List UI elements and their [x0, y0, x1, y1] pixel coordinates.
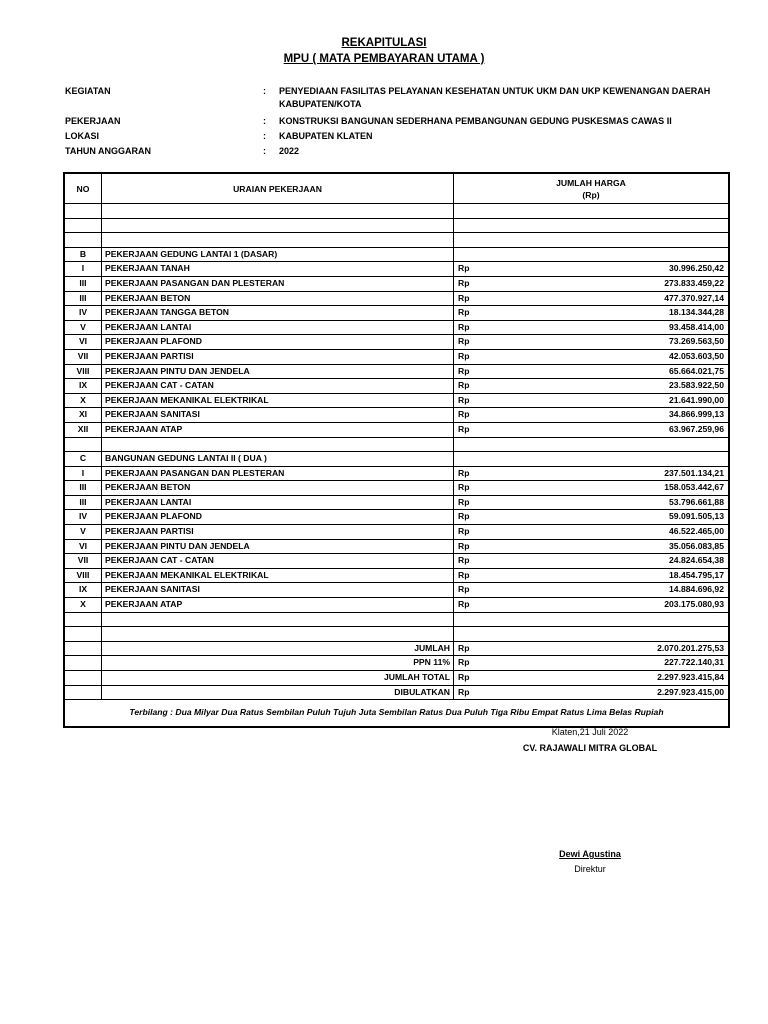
item-name: PEKERJAAN PINTU DAN JENDELA: [102, 539, 454, 554]
item-amount: 158.053.442,67: [664, 482, 724, 493]
item-no: IV: [65, 510, 102, 525]
item-name: PEKERJAAN MEKANIKAL ELEKTRIKAL: [102, 568, 454, 583]
empty-cell: [102, 204, 454, 219]
currency-label: Rp: [458, 307, 470, 318]
info-value: PENYEDIAAN FASILITAS PELAYANAN KESEHATAN UNTUK UKM DAN UKP KEWENANGAN DAERAH: [279, 86, 711, 96]
empty-cell: [65, 612, 102, 627]
item-no: I: [65, 262, 102, 277]
table-row: [65, 583, 729, 598]
table-row: [65, 481, 729, 496]
currency-label: Rp: [458, 642, 470, 653]
empty-cell: [454, 612, 729, 627]
currency-label: Rp: [458, 584, 470, 595]
empty-cell: [454, 452, 729, 467]
currency-label: Rp: [458, 365, 470, 376]
item-amount-cell: [454, 583, 729, 598]
currency-label: Rp: [458, 540, 470, 551]
header-jumlah-unit: (Rp): [582, 189, 600, 200]
item-no: X: [65, 598, 102, 613]
table-row: [65, 364, 729, 379]
item-amount: 65.664.021,75: [669, 365, 724, 376]
section-no: B: [65, 247, 102, 262]
item-no: III: [65, 276, 102, 291]
currency-label: Rp: [458, 263, 470, 274]
item-no: V: [65, 320, 102, 335]
item-amount-cell: [454, 466, 729, 481]
empty-cell: [102, 437, 454, 452]
item-amount: 35.056.083,85: [669, 540, 724, 551]
item-name: PEKERJAAN MEKANIKAL ELEKTRIKAL: [102, 393, 454, 408]
currency-label: Rp: [458, 336, 470, 347]
empty-cell: [454, 218, 729, 233]
item-amount: 46.522.465,00: [669, 526, 724, 537]
signature-company: CV. RAJAWALI MITRA GLOBAL: [522, 743, 658, 753]
currency-label: Rp: [458, 569, 470, 580]
item-name: PEKERJAAN PLAFOND: [102, 335, 454, 350]
item-name: PEKERJAAN PASANGAN DAN PLESTERAN: [102, 466, 454, 481]
item-name: PEKERJAAN BETON: [102, 291, 454, 306]
item-amount: 34.866.999,13: [669, 409, 724, 420]
empty-cell: [65, 437, 102, 452]
currency-label: Rp: [458, 686, 470, 697]
currency-label: Rp: [458, 511, 470, 522]
empty-cell: [65, 204, 102, 219]
item-amount-cell: [454, 598, 729, 613]
item-no: IX: [65, 379, 102, 394]
item-amount-cell: [454, 276, 729, 291]
info-kegiatan: [65, 84, 745, 114]
empty-cell: [454, 437, 729, 452]
empty-cell: [65, 671, 102, 686]
currency-label: Rp: [458, 321, 470, 332]
item-amount-cell: [454, 481, 729, 496]
table-header: [65, 174, 729, 204]
empty-cell: [454, 627, 729, 642]
item-amount-cell: [454, 539, 729, 554]
total-row: [65, 641, 729, 656]
document-title: REKAPITULASI: [341, 37, 427, 49]
item-amount: 18.454.795,17: [669, 569, 724, 580]
table-row: [65, 539, 729, 554]
item-no: XI: [65, 408, 102, 423]
info-label: TAHUN ANGGARAN: [65, 146, 151, 156]
table-row: [65, 276, 729, 291]
blank-row: [65, 204, 729, 219]
item-amount: 93.458.414,00: [669, 321, 724, 332]
currency-label: Rp: [458, 657, 470, 668]
info-value-cont: KABUPATEN/KOTA: [279, 99, 362, 109]
info-label: KEGIATAN: [65, 86, 111, 96]
item-name: PEKERJAAN PINTU DAN JENDELA: [102, 364, 454, 379]
header-jumlah: [454, 174, 729, 204]
empty-cell: [65, 218, 102, 233]
blank-row: [65, 218, 729, 233]
currency-label: Rp: [458, 380, 470, 391]
table-row: [65, 598, 729, 613]
item-no: IV: [65, 306, 102, 321]
item-name: PEKERJAAN TANAH: [102, 262, 454, 277]
item-no: VI: [65, 335, 102, 350]
section-row: [65, 247, 729, 262]
item-no: III: [65, 291, 102, 306]
item-name: PEKERJAAN BETON: [102, 481, 454, 496]
total-row: [65, 656, 729, 671]
item-name: PEKERJAAN TANGGA BETON: [102, 306, 454, 321]
item-name: PEKERJAAN PLAFOND: [102, 510, 454, 525]
empty-cell: [65, 233, 102, 248]
blank-row: [65, 437, 729, 452]
item-amount-cell: [454, 422, 729, 437]
empty-cell: [102, 612, 454, 627]
signature-position: Direktur: [574, 864, 606, 874]
item-no: IX: [65, 583, 102, 598]
item-amount-cell: [454, 379, 729, 394]
info-label: PEKERJAAN: [65, 116, 121, 126]
table-row: [65, 554, 729, 569]
currency-label: Rp: [458, 277, 470, 288]
table-row: [65, 568, 729, 583]
total-amount-cell: [454, 641, 729, 656]
item-amount-cell: [454, 364, 729, 379]
empty-cell: [454, 204, 729, 219]
item-amount-cell: [454, 495, 729, 510]
empty-cell: [65, 656, 102, 671]
item-amount: 273.833.459,22: [664, 277, 724, 288]
total-amount-cell: [454, 671, 729, 686]
currency-label: Rp: [458, 292, 470, 303]
info-lokasi: [65, 129, 745, 144]
blank-row: [65, 612, 729, 627]
info-colon: :: [263, 131, 266, 141]
empty-cell: [454, 247, 729, 262]
item-amount-cell: [454, 306, 729, 321]
info-label: LOKASI: [65, 131, 100, 141]
table-row: [65, 306, 729, 321]
total-row: [65, 671, 729, 686]
item-no: VII: [65, 554, 102, 569]
item-name: PEKERJAAN PARTISI: [102, 349, 454, 364]
currency-label: Rp: [458, 423, 470, 434]
total-amount-cell: [454, 685, 729, 700]
info-pekerjaan: [65, 114, 745, 129]
info-value: KABUPATEN KLATEN: [279, 131, 373, 141]
item-no: I: [65, 466, 102, 481]
section-title: BANGUNAN GEDUNG LANTAI II ( DUA ): [102, 452, 454, 467]
table-row: [65, 291, 729, 306]
section-no: C: [65, 452, 102, 467]
blank-row: [65, 627, 729, 642]
rekap-table-body: [65, 174, 729, 727]
item-amount: 24.824.654,38: [669, 555, 724, 566]
empty-cell: [102, 218, 454, 233]
section-title: PEKERJAAN GEDUNG LANTAI 1 (DASAR): [102, 247, 454, 262]
item-amount: 477.370.927,14: [664, 292, 724, 303]
item-name: PEKERJAAN ATAP: [102, 422, 454, 437]
table-row: [65, 495, 729, 510]
info-colon: :: [263, 86, 266, 96]
item-no: XII: [65, 422, 102, 437]
table-row: [65, 510, 729, 525]
item-name: PEKERJAAN SANITASI: [102, 583, 454, 598]
empty-cell: [102, 627, 454, 642]
currency-label: Rp: [458, 599, 470, 610]
item-name: PEKERJAAN SANITASI: [102, 408, 454, 423]
item-no: VI: [65, 539, 102, 554]
item-amount-cell: [454, 408, 729, 423]
item-amount-cell: [454, 320, 729, 335]
item-no: III: [65, 481, 102, 496]
empty-cell: [65, 641, 102, 656]
total-label: DIBULATKAN: [102, 685, 454, 700]
document-subtitle: MPU ( MATA PEMBAYARAN UTAMA ): [283, 53, 485, 65]
empty-cell: [102, 233, 454, 248]
item-amount: 23.583.922,50: [669, 380, 724, 391]
item-amount: 63.967.259,96: [669, 423, 724, 434]
blank-row: [65, 233, 729, 248]
header-no: NO: [65, 174, 102, 204]
item-amount: 21.641.990,00: [669, 394, 724, 405]
signature-place-date: Klaten,21 Juli 2022: [551, 727, 629, 737]
currency-label: Rp: [458, 526, 470, 537]
item-name: PEKERJAAN ATAP: [102, 598, 454, 613]
table-row: [65, 408, 729, 423]
info-colon: :: [263, 146, 266, 156]
section-row: [65, 452, 729, 467]
info-value: KONSTRUKSI BANGUNAN SEDERHANA PEMBANGUNAN GEDUNG PUSKESMAS CAWAS II: [279, 116, 672, 126]
item-amount-cell: [454, 349, 729, 364]
info-value: 2022: [279, 146, 300, 156]
item-amount: 18.134.344,28: [669, 307, 724, 318]
currency-label: Rp: [458, 672, 470, 682]
item-amount-cell: [454, 554, 729, 569]
item-name: PEKERJAAN CAT - CATAN: [102, 554, 454, 569]
terbilang-text: Terbilang : Dua Milyar Dua Ratus Sembilan Puluh Tujuh Juta Sembilan Ratus Dua Puluh Tiga Ribu Empat Ratus Lima Belas Rupiah: [65, 700, 729, 727]
item-no: VIII: [65, 364, 102, 379]
item-no: V: [65, 525, 102, 540]
currency-label: Rp: [458, 555, 470, 566]
table-row: [65, 320, 729, 335]
table-row: [65, 422, 729, 437]
item-amount: 42.053.603,50: [669, 350, 724, 361]
item-amount: 14.884.696,92: [669, 584, 724, 595]
header-jumlah-label: JUMLAH HARGA: [556, 177, 626, 188]
total-label: JUMLAH TOTAL: [102, 671, 454, 686]
total-row: [65, 685, 729, 700]
item-amount-cell: [454, 262, 729, 277]
item-name: PEKERJAAN LANTAI: [102, 320, 454, 335]
empty-cell: [65, 627, 102, 642]
currency-label: Rp: [458, 496, 470, 507]
rekap-table: [64, 173, 729, 727]
total-amount: 227.722.140,31: [664, 657, 724, 668]
table-row: [65, 335, 729, 350]
item-name: PEKERJAAN LANTAI: [102, 495, 454, 510]
table-row: [65, 349, 729, 364]
item-no: VIII: [65, 568, 102, 583]
empty-cell: [65, 685, 102, 700]
item-amount-cell: [454, 525, 729, 540]
project-info: [65, 84, 745, 164]
item-amount: 237.501.134,21: [664, 467, 724, 478]
total-amount-cell: [454, 656, 729, 671]
item-amount: 53.796.661,88: [669, 496, 724, 507]
item-no: III: [65, 495, 102, 510]
item-amount-cell: [454, 393, 729, 408]
item-amount-cell: [454, 568, 729, 583]
currency-label: Rp: [458, 482, 470, 493]
item-amount: 73.269.563,50: [669, 336, 724, 347]
item-name: PEKERJAAN CAT - CATAN: [102, 379, 454, 394]
total-label: JUMLAH: [102, 641, 454, 656]
item-amount: 30.996.250,42: [669, 263, 724, 274]
item-no: VII: [65, 349, 102, 364]
item-name: PEKERJAAN PASANGAN DAN PLESTERAN: [102, 276, 454, 291]
total-amount: 2.297.923.415,84: [657, 672, 724, 682]
total-label: PPN 11%: [102, 656, 454, 671]
signature-name: Dewi Agustina: [559, 849, 621, 859]
item-amount: 203.175.080,93: [664, 599, 724, 610]
table-row: [65, 466, 729, 481]
table-row: [65, 262, 729, 277]
total-amount: 2.070.201.275,53: [657, 642, 724, 653]
empty-cell: [454, 233, 729, 248]
terbilang-row: [65, 700, 729, 727]
table-row: [65, 393, 729, 408]
item-amount-cell: [454, 291, 729, 306]
info-tahun: [65, 144, 745, 159]
info-colon: :: [263, 116, 266, 126]
currency-label: Rp: [458, 409, 470, 420]
item-no: X: [65, 393, 102, 408]
item-amount-cell: [454, 510, 729, 525]
item-amount: 59.091.505,13: [669, 511, 724, 522]
currency-label: Rp: [458, 350, 470, 361]
item-amount-cell: [454, 335, 729, 350]
item-name: PEKERJAAN PARTISI: [102, 525, 454, 540]
table-row: [65, 379, 729, 394]
table-row: [65, 525, 729, 540]
currency-label: Rp: [458, 467, 470, 478]
total-amount: 2.297.923.415,00: [657, 686, 724, 697]
currency-label: Rp: [458, 394, 470, 405]
header-uraian: URAIAN PEKERJAAN: [102, 174, 454, 204]
